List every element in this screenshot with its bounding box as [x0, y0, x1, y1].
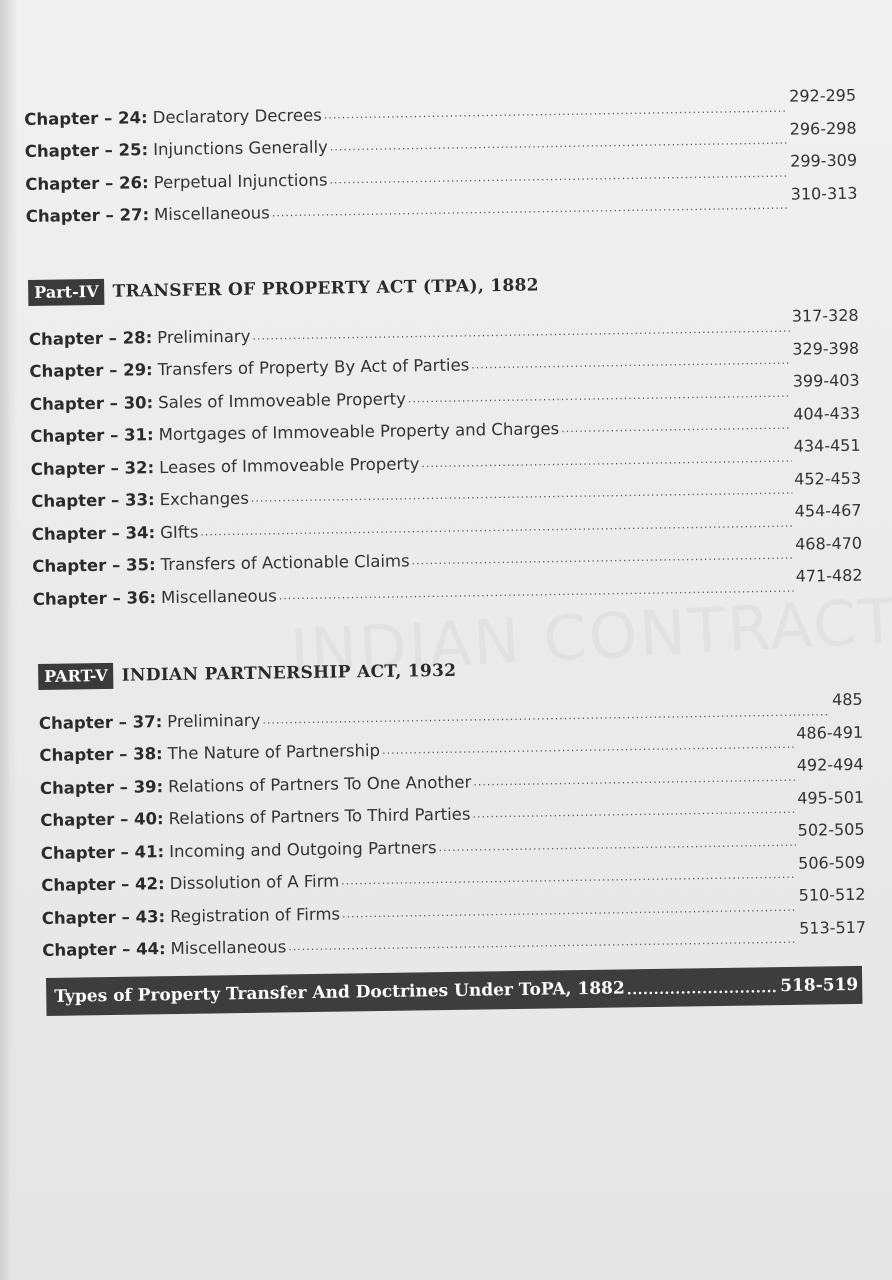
- dot-leader: [288, 934, 797, 953]
- chapter-title: GIfts: [159, 522, 199, 542]
- chapter-title: Sales of Immoveable Property: [158, 388, 407, 412]
- chapter-number: Chapter – 41:: [40, 841, 165, 863]
- chapter-title: Perpetual Injunctions: [153, 170, 328, 192]
- page-range: 404-433: [793, 403, 861, 424]
- toc-part-iv: [28, 266, 863, 609]
- toc-part-v: [38, 650, 866, 960]
- page-range: 452-453: [794, 468, 862, 489]
- chapter-number: Chapter – 34:: [31, 522, 156, 544]
- chapter-number: Chapter – 40:: [40, 809, 164, 830]
- page-range: 486-491: [796, 722, 864, 743]
- chapter-number: Chapter – 33:: [31, 490, 155, 511]
- part-tag: Part-IV: [28, 279, 105, 306]
- dot-leader: [472, 804, 795, 820]
- chapter-title: Miscellaneous: [153, 203, 270, 225]
- dot-leader: [279, 582, 794, 601]
- chapter-title: Preliminary: [157, 326, 251, 347]
- part-header: [38, 650, 862, 692]
- page-range: 317-328: [791, 305, 859, 326]
- chapter-number: Chapter – 27:: [25, 205, 150, 226]
- chapter-number: Chapter – 31:: [30, 425, 154, 446]
- chapter-title: Exchanges: [159, 488, 249, 510]
- page-binding-edge: [0, 0, 18, 1280]
- page-range: 329-398: [792, 338, 860, 359]
- chapter-number: Chapter – 36:: [32, 587, 157, 609]
- chapter-title: Dissolution of A Firm: [169, 871, 340, 894]
- dot-leader: [272, 200, 789, 219]
- chapter-number: Chapter – 37:: [38, 711, 163, 733]
- chapter-title: Miscellaneous: [170, 937, 287, 959]
- chapter-number: Chapter – 35:: [32, 555, 156, 576]
- page-range: 495-501: [797, 787, 865, 808]
- toc-section-continued: [24, 84, 858, 226]
- dot-leader: [421, 452, 792, 468]
- dot-leader: [473, 771, 795, 787]
- chapter-title: Declaratory Decrees: [152, 105, 322, 127]
- dot-leader: [438, 836, 796, 852]
- page-range: 468-470: [795, 533, 863, 554]
- chapter-title: Leases of Immoveable Property: [159, 453, 420, 477]
- part-tag: PART-V: [38, 663, 114, 690]
- doctrines-entry-pages: 518-519: [780, 974, 859, 997]
- page-range: 399-403: [792, 370, 860, 391]
- chapter-title: The Nature of Partnership: [167, 740, 381, 764]
- chapter-title: Registration of Firms: [169, 904, 341, 926]
- page-range: 454-467: [794, 500, 862, 521]
- chapter-number: Chapter – 30:: [29, 392, 154, 414]
- doctrines-entry-title: Types of Property Transfer And Doctrines Under ToPA, 1882: [54, 978, 625, 1007]
- chapter-number: Chapter – 42:: [41, 874, 165, 895]
- chapter-title: Mortgages of Immoveable Property and Charges: [158, 419, 560, 445]
- page-range: 296-298: [789, 118, 857, 139]
- page-range: 434-451: [793, 435, 861, 456]
- dot-leader: [408, 387, 791, 404]
- page-range: 492-494: [796, 754, 864, 775]
- chapter-title: Injunctions Generally: [152, 137, 328, 160]
- chapter-number: Chapter – 43:: [41, 906, 166, 928]
- page-range: 299-309: [790, 150, 858, 171]
- chapter-number: Chapter – 44:: [42, 939, 166, 960]
- page-range: 513-517: [799, 917, 867, 938]
- dot-leader: [627, 980, 779, 1007]
- chapter-number: Chapter – 29:: [29, 360, 153, 381]
- page-range: 292-295: [789, 85, 857, 106]
- chapter-title: Miscellaneous: [160, 585, 277, 607]
- chapter-title: Transfers of Actionable Claims: [160, 551, 410, 575]
- page-range: 310-313: [790, 183, 858, 204]
- part-header: [28, 266, 858, 308]
- dot-leader: [412, 550, 794, 567]
- chapter-number: Chapter – 24:: [24, 107, 148, 129]
- page-range: 471-482: [795, 565, 863, 586]
- chapter-title: Relations of Partners To One Another: [168, 772, 472, 796]
- chapter-number: Chapter – 38:: [39, 744, 163, 765]
- chapter-number: Chapter – 25:: [24, 140, 149, 161]
- dot-leader: [471, 355, 790, 371]
- part-title: TRANSFER OF PROPERTY ACT (TPA), 1882: [112, 275, 540, 302]
- chapter-title: Incoming and Outgoing Partners: [169, 837, 437, 861]
- dot-leader: [382, 739, 795, 756]
- part-title: INDIAN PARTNERSHIP ACT, 1932: [121, 660, 457, 686]
- page-range: 506-509: [798, 852, 866, 873]
- chapter-number: Chapter – 26:: [25, 172, 149, 194]
- dot-leader: [561, 420, 791, 434]
- chapter-number: Chapter – 39:: [39, 776, 164, 798]
- chapter-title: Preliminary: [167, 710, 261, 731]
- doctrines-entry-bar[interactable]: [46, 966, 862, 1016]
- page-range: 502-505: [797, 819, 865, 840]
- chapter-title: Transfers of Property By Act of Parties: [157, 355, 470, 380]
- page-range: 485: [831, 689, 863, 710]
- chapter-number: Chapter – 28:: [28, 327, 153, 349]
- page-range: 510-512: [798, 884, 866, 905]
- chapter-title: Relations of Partners To Third Parties: [168, 804, 471, 829]
- chapter-number: Chapter – 32:: [30, 457, 155, 479]
